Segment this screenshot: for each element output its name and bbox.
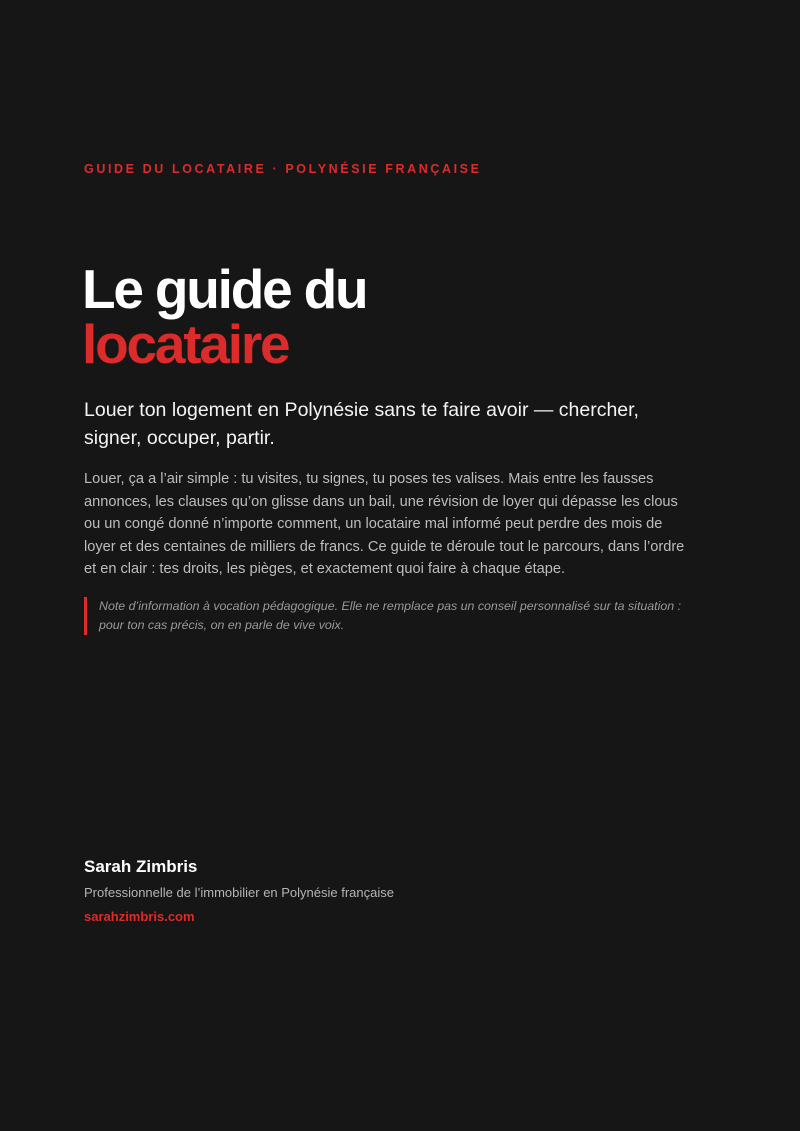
disclaimer-note: Note d’information à vocation pédagogique. Elle ne remplace pas un conseil personnalisé sur ta situation : pour ton cas précis, on en parle de vive voix. <box>84 597 684 635</box>
author-website-link[interactable]: sarahzimbris.com <box>84 909 195 924</box>
intro-paragraph: Louer, ça a l’air simple : tu visites, tu signes, tu poses tes valises. Mais entre les fausses annonces, les clauses qu’on glisse dans un bail, une révision de loyer qui dépasse les clous ou un congé donné n’importe comment, un locataire mal informé peut perdre des mois de loyer et des centaines de milliers de francs. Ce guide te déroule tout le parcours, dans l’ordre et en clair : tes droits, les pièges, et exactement quoi faire à chaque étape. <box>84 471 685 577</box>
eyebrow-label: GUIDE DU LOCATAIRE · POLYNÉSIE FRANÇAISE <box>84 162 482 176</box>
author-role: Professionnelle de l’immobilier en Polynésie française <box>84 885 394 900</box>
title-line-1: Le guide du <box>82 258 367 320</box>
page-title <box>82 258 367 375</box>
subtitle: Louer ton logement en Polynésie sans te faire avoir — chercher, signer, occuper, partir. <box>84 399 639 449</box>
author-name: Sarah Zimbris <box>84 857 198 876</box>
title-line-2-accent: locataire <box>82 313 289 375</box>
